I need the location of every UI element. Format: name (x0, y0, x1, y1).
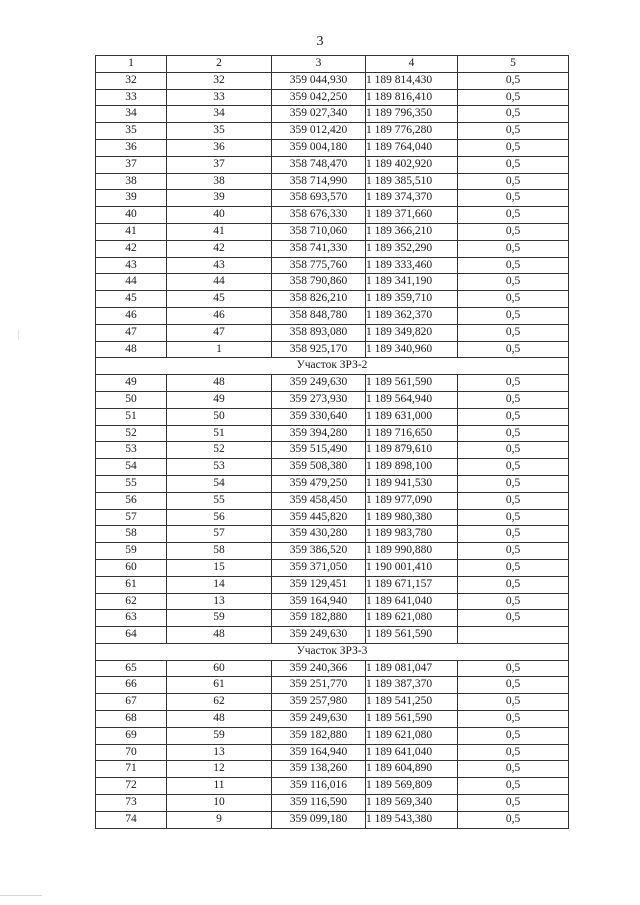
prev-point-cell: 60 (167, 660, 272, 677)
coord-x-cell: 358 676,330 (272, 207, 366, 224)
point-number-cell: 72 (96, 778, 167, 795)
coord-y-cell: 1 189 879,610 (366, 442, 458, 459)
coord-x-cell: 359 042,250 (272, 89, 366, 106)
accuracy-cell: 0,5 (458, 811, 569, 828)
coord-x-cell: 359 027,340 (272, 106, 366, 123)
coord-y-cell: 1 189 561,590 (366, 711, 458, 728)
coord-x-cell: 358 826,210 (272, 291, 366, 308)
prev-point-cell: 49 (167, 391, 272, 408)
coord-x-cell: 359 458,450 (272, 492, 366, 509)
table-row (96, 576, 569, 593)
point-number-cell: 38 (96, 173, 167, 190)
prev-point-cell: 58 (167, 543, 272, 560)
point-number-cell: 62 (96, 593, 167, 610)
accuracy-cell: 0,5 (458, 425, 569, 442)
table-row (96, 173, 569, 190)
accuracy-cell: 0,5 (458, 761, 569, 778)
accuracy-cell: 0,5 (458, 207, 569, 224)
point-number-cell: 66 (96, 677, 167, 694)
table-row (96, 694, 569, 711)
accuracy-cell: 0,5 (458, 475, 569, 492)
page-number: 3 (316, 34, 324, 49)
prev-point-cell: 33 (167, 89, 272, 106)
prev-point-cell: 43 (167, 257, 272, 274)
table-row (96, 795, 569, 812)
accuracy-cell: 0,5 (458, 509, 569, 526)
prev-point-cell: 54 (167, 475, 272, 492)
table-row (96, 123, 569, 140)
prev-point-cell: 10 (167, 795, 272, 812)
accuracy-cell: 0,5 (458, 257, 569, 274)
coord-x-cell: 359 182,880 (272, 727, 366, 744)
coord-x-cell: 359 273,930 (272, 391, 366, 408)
accuracy-cell: 0,5 (458, 526, 569, 543)
table-row (96, 307, 569, 324)
prev-point-cell: 11 (167, 778, 272, 795)
accuracy-cell: 0,5 (458, 89, 569, 106)
accuracy-cell: 0,5 (458, 408, 569, 425)
table-row (96, 324, 569, 341)
point-number-cell: 36 (96, 139, 167, 156)
coord-x-cell: 359 164,940 (272, 744, 366, 761)
point-number-cell: 43 (96, 257, 167, 274)
prev-point-cell: 36 (167, 139, 272, 156)
coord-x-cell: 359 044,930 (272, 72, 366, 89)
coord-x-cell: 359 138,260 (272, 761, 366, 778)
coord-x-cell: 358 748,470 (272, 156, 366, 173)
point-number-cell: 64 (96, 627, 167, 644)
prev-point-cell: 47 (167, 324, 272, 341)
coord-y-cell: 1 189 604,890 (366, 761, 458, 778)
prev-point-cell: 48 (167, 711, 272, 728)
coord-x-cell: 359 240,366 (272, 660, 366, 677)
table-row (96, 391, 569, 408)
coord-x-cell: 359 394,280 (272, 425, 366, 442)
accuracy-cell: 0,5 (458, 543, 569, 560)
prev-point-cell: 32 (167, 72, 272, 89)
table-row (96, 778, 569, 795)
table-row (96, 526, 569, 543)
point-number-cell: 73 (96, 795, 167, 812)
point-number-cell: 42 (96, 240, 167, 257)
point-number-cell: 60 (96, 559, 167, 576)
table-row (96, 156, 569, 173)
point-number-cell: 69 (96, 727, 167, 744)
table-row (96, 139, 569, 156)
accuracy-cell: 0,5 (458, 307, 569, 324)
section-title: Участок ЗРЗ-3 (96, 643, 569, 660)
coord-x-cell: 359 430,280 (272, 526, 366, 543)
point-number-cell: 70 (96, 744, 167, 761)
point-number-cell: 74 (96, 811, 167, 828)
table-row (96, 610, 569, 627)
accuracy-cell: 0,5 (458, 795, 569, 812)
coord-y-cell: 1 189 641,040 (366, 593, 458, 610)
table-row (96, 341, 569, 358)
point-number-cell: 71 (96, 761, 167, 778)
prev-point-cell: 55 (167, 492, 272, 509)
coord-y-cell: 1 189 081,047 (366, 660, 458, 677)
table-row (96, 559, 569, 576)
coord-y-cell: 1 189 402,920 (366, 156, 458, 173)
coord-x-cell: 359 508,380 (272, 459, 366, 476)
table-row (96, 291, 569, 308)
coord-y-cell: 1 189 541,250 (366, 694, 458, 711)
coord-y-cell: 1 189 796,350 (366, 106, 458, 123)
accuracy-cell: 0,5 (458, 660, 569, 677)
accuracy-cell: 0,5 (458, 123, 569, 140)
prev-point-cell: 42 (167, 240, 272, 257)
prev-point-cell: 61 (167, 677, 272, 694)
prev-point-cell: 40 (167, 207, 272, 224)
coord-x-cell: 358 693,570 (272, 190, 366, 207)
coord-y-cell: 1 189 569,340 (366, 795, 458, 812)
accuracy-cell: 0,5 (458, 223, 569, 240)
table-row (96, 744, 569, 761)
accuracy-cell: 0,5 (458, 72, 569, 89)
table-row (96, 677, 569, 694)
header-cell-5: 5 (458, 56, 569, 73)
table-row (96, 492, 569, 509)
point-number-cell: 58 (96, 526, 167, 543)
coord-y-cell: 1 189 816,410 (366, 89, 458, 106)
prev-point-cell: 9 (167, 811, 272, 828)
point-number-cell: 44 (96, 274, 167, 291)
prev-point-cell: 41 (167, 223, 272, 240)
coord-x-cell: 359 182,880 (272, 610, 366, 627)
coord-y-cell: 1 189 374,370 (366, 190, 458, 207)
table-row (96, 223, 569, 240)
accuracy-cell (458, 627, 569, 644)
coord-y-cell: 1 189 340,960 (366, 341, 458, 358)
header-cell-2: 2 (167, 56, 272, 73)
coord-y-cell: 1 189 349,820 (366, 324, 458, 341)
header-cell-3: 3 (272, 56, 366, 73)
coord-x-cell: 358 848,780 (272, 307, 366, 324)
point-number-cell: 56 (96, 492, 167, 509)
table-row (96, 274, 569, 291)
accuracy-cell: 0,5 (458, 593, 569, 610)
accuracy-cell: 0,5 (458, 694, 569, 711)
accuracy-cell: 0,5 (458, 610, 569, 627)
point-number-cell: 59 (96, 543, 167, 560)
accuracy-cell: 0,5 (458, 677, 569, 694)
prev-point-cell: 35 (167, 123, 272, 140)
point-number-cell: 68 (96, 711, 167, 728)
coord-y-cell: 1 189 352,290 (366, 240, 458, 257)
point-number-cell: 45 (96, 291, 167, 308)
prev-point-cell: 34 (167, 106, 272, 123)
coord-y-cell: 1 189 362,370 (366, 307, 458, 324)
point-number-cell: 52 (96, 425, 167, 442)
table-row (96, 190, 569, 207)
table-row (96, 207, 569, 224)
table-row (96, 761, 569, 778)
coord-x-cell: 359 004,180 (272, 139, 366, 156)
coord-x-cell: 359 249,630 (272, 627, 366, 644)
prev-point-cell: 59 (167, 727, 272, 744)
coord-x-cell: 358 714,990 (272, 173, 366, 190)
accuracy-cell: 0,5 (458, 711, 569, 728)
table-row (96, 660, 569, 677)
section-title: Участок ЗРЗ-2 (96, 358, 569, 375)
table-row (96, 240, 569, 257)
coord-x-cell: 359 012,420 (272, 123, 366, 140)
prev-point-cell: 13 (167, 593, 272, 610)
coord-y-cell: 1 189 621,080 (366, 610, 458, 627)
point-number-cell: 61 (96, 576, 167, 593)
table-row (96, 711, 569, 728)
table-row (96, 72, 569, 89)
prev-point-cell: 12 (167, 761, 272, 778)
prev-point-cell: 57 (167, 526, 272, 543)
table-row (96, 593, 569, 610)
coord-y-cell: 1 189 671,157 (366, 576, 458, 593)
prev-point-cell: 62 (167, 694, 272, 711)
coord-x-cell: 359 164,940 (272, 593, 366, 610)
coordinates-table-body (96, 56, 569, 829)
coord-x-cell: 358 790,860 (272, 274, 366, 291)
point-number-cell: 65 (96, 660, 167, 677)
point-number-cell: 51 (96, 408, 167, 425)
accuracy-cell: 0,5 (458, 391, 569, 408)
coord-y-cell: 1 189 387,370 (366, 677, 458, 694)
coord-y-cell: 1 189 341,190 (366, 274, 458, 291)
table-row (96, 811, 569, 828)
table-header-row (96, 56, 569, 73)
coord-x-cell: 358 741,330 (272, 240, 366, 257)
accuracy-cell: 0,5 (458, 106, 569, 123)
prev-point-cell: 53 (167, 459, 272, 476)
prev-point-cell: 51 (167, 425, 272, 442)
coord-x-cell: 359 515,490 (272, 442, 366, 459)
coord-y-cell: 1 189 561,590 (366, 375, 458, 392)
coord-y-cell: 1 189 621,080 (366, 727, 458, 744)
table-row (96, 375, 569, 392)
point-number-cell: 35 (96, 123, 167, 140)
accuracy-cell: 0,5 (458, 576, 569, 593)
coord-y-cell: 1 189 561,590 (366, 627, 458, 644)
accuracy-cell: 0,5 (458, 324, 569, 341)
point-number-cell: 39 (96, 190, 167, 207)
accuracy-cell: 0,5 (458, 190, 569, 207)
prev-point-cell: 13 (167, 744, 272, 761)
coord-y-cell: 1 189 776,280 (366, 123, 458, 140)
coord-x-cell: 359 251,770 (272, 677, 366, 694)
prev-point-cell: 59 (167, 610, 272, 627)
coord-x-cell: 359 479,250 (272, 475, 366, 492)
coord-x-cell: 359 371,050 (272, 559, 366, 576)
accuracy-cell: 0,5 (458, 156, 569, 173)
coordinates-table (95, 55, 569, 829)
prev-point-cell: 46 (167, 307, 272, 324)
prev-point-cell: 14 (167, 576, 272, 593)
accuracy-cell: 0,5 (458, 727, 569, 744)
accuracy-cell: 0,5 (458, 173, 569, 190)
header-cell-4: 4 (366, 56, 458, 73)
table-row (96, 627, 569, 644)
point-number-cell: 50 (96, 391, 167, 408)
point-number-cell: 49 (96, 375, 167, 392)
table-row (96, 543, 569, 560)
point-number-cell: 53 (96, 442, 167, 459)
coord-y-cell: 1 189 371,660 (366, 207, 458, 224)
prev-point-cell: 56 (167, 509, 272, 526)
coord-x-cell: 359 257,980 (272, 694, 366, 711)
coord-y-cell: 1 189 814,430 (366, 72, 458, 89)
section-row (96, 358, 569, 375)
prev-point-cell: 48 (167, 375, 272, 392)
prev-point-cell: 45 (167, 291, 272, 308)
accuracy-cell: 0,5 (458, 492, 569, 509)
table-row (96, 257, 569, 274)
accuracy-cell: 0,5 (458, 375, 569, 392)
accuracy-cell: 0,5 (458, 744, 569, 761)
table-row (96, 106, 569, 123)
prev-point-cell: 37 (167, 156, 272, 173)
coord-x-cell: 359 249,630 (272, 711, 366, 728)
accuracy-cell: 0,5 (458, 341, 569, 358)
coord-x-cell: 359 099,180 (272, 811, 366, 828)
header-cell-1: 1 (96, 56, 167, 73)
table-row (96, 425, 569, 442)
coord-y-cell: 1 190 001,410 (366, 559, 458, 576)
point-number-cell: 34 (96, 106, 167, 123)
table-row (96, 89, 569, 106)
table-row (96, 509, 569, 526)
accuracy-cell: 0,5 (458, 442, 569, 459)
point-number-cell: 48 (96, 341, 167, 358)
coord-y-cell: 1 189 764,040 (366, 139, 458, 156)
point-number-cell: 46 (96, 307, 167, 324)
accuracy-cell: 0,5 (458, 778, 569, 795)
accuracy-cell: 0,5 (458, 274, 569, 291)
coord-y-cell: 1 189 941,530 (366, 475, 458, 492)
coord-y-cell: 1 189 366,210 (366, 223, 458, 240)
coord-x-cell: 359 116,590 (272, 795, 366, 812)
prev-point-cell: 52 (167, 442, 272, 459)
table-row (96, 727, 569, 744)
coord-x-cell: 359 129,451 (272, 576, 366, 593)
prev-point-cell: 50 (167, 408, 272, 425)
prev-point-cell: 44 (167, 274, 272, 291)
accuracy-cell: 0,5 (458, 291, 569, 308)
accuracy-cell: 0,5 (458, 139, 569, 156)
point-number-cell: 54 (96, 459, 167, 476)
coord-x-cell: 358 775,760 (272, 257, 366, 274)
point-number-cell: 40 (96, 207, 167, 224)
scan-edge-mark (0, 895, 42, 896)
point-number-cell: 33 (96, 89, 167, 106)
coord-y-cell: 1 189 564,940 (366, 391, 458, 408)
accuracy-cell: 0,5 (458, 459, 569, 476)
table-row (96, 459, 569, 476)
point-number-cell: 32 (96, 72, 167, 89)
coord-y-cell: 1 189 333,460 (366, 257, 458, 274)
accuracy-cell: 0,5 (458, 559, 569, 576)
coord-y-cell: 1 189 898,100 (366, 459, 458, 476)
point-number-cell: 55 (96, 475, 167, 492)
coord-x-cell: 359 330,640 (272, 408, 366, 425)
coord-y-cell: 1 189 641,040 (366, 744, 458, 761)
coord-y-cell: 1 189 990,880 (366, 543, 458, 560)
prev-point-cell: 15 (167, 559, 272, 576)
coord-y-cell: 1 189 385,510 (366, 173, 458, 190)
scan-dot-mark (18, 330, 19, 340)
coord-y-cell: 1 189 543,380 (366, 811, 458, 828)
coord-y-cell: 1 189 631,000 (366, 408, 458, 425)
coord-y-cell: 1 189 716,650 (366, 425, 458, 442)
coord-x-cell: 359 445,820 (272, 509, 366, 526)
point-number-cell: 41 (96, 223, 167, 240)
coord-y-cell: 1 189 977,090 (366, 492, 458, 509)
point-number-cell: 67 (96, 694, 167, 711)
table-row (96, 442, 569, 459)
coord-y-cell: 1 189 980,380 (366, 509, 458, 526)
point-number-cell: 57 (96, 509, 167, 526)
coord-x-cell: 359 249,630 (272, 375, 366, 392)
point-number-cell: 47 (96, 324, 167, 341)
coord-x-cell: 359 386,520 (272, 543, 366, 560)
point-number-cell: 63 (96, 610, 167, 627)
table-row (96, 475, 569, 492)
coord-x-cell: 359 116,016 (272, 778, 366, 795)
coord-y-cell: 1 189 359,710 (366, 291, 458, 308)
coord-x-cell: 358 710,060 (272, 223, 366, 240)
coord-x-cell: 358 925,170 (272, 341, 366, 358)
table-row (96, 408, 569, 425)
prev-point-cell: 48 (167, 627, 272, 644)
prev-point-cell: 39 (167, 190, 272, 207)
section-row (96, 643, 569, 660)
point-number-cell: 37 (96, 156, 167, 173)
prev-point-cell: 1 (167, 341, 272, 358)
prev-point-cell: 38 (167, 173, 272, 190)
coord-y-cell: 1 189 983,780 (366, 526, 458, 543)
coord-x-cell: 358 893,080 (272, 324, 366, 341)
coord-y-cell: 1 189 569,809 (366, 778, 458, 795)
accuracy-cell: 0,5 (458, 240, 569, 257)
